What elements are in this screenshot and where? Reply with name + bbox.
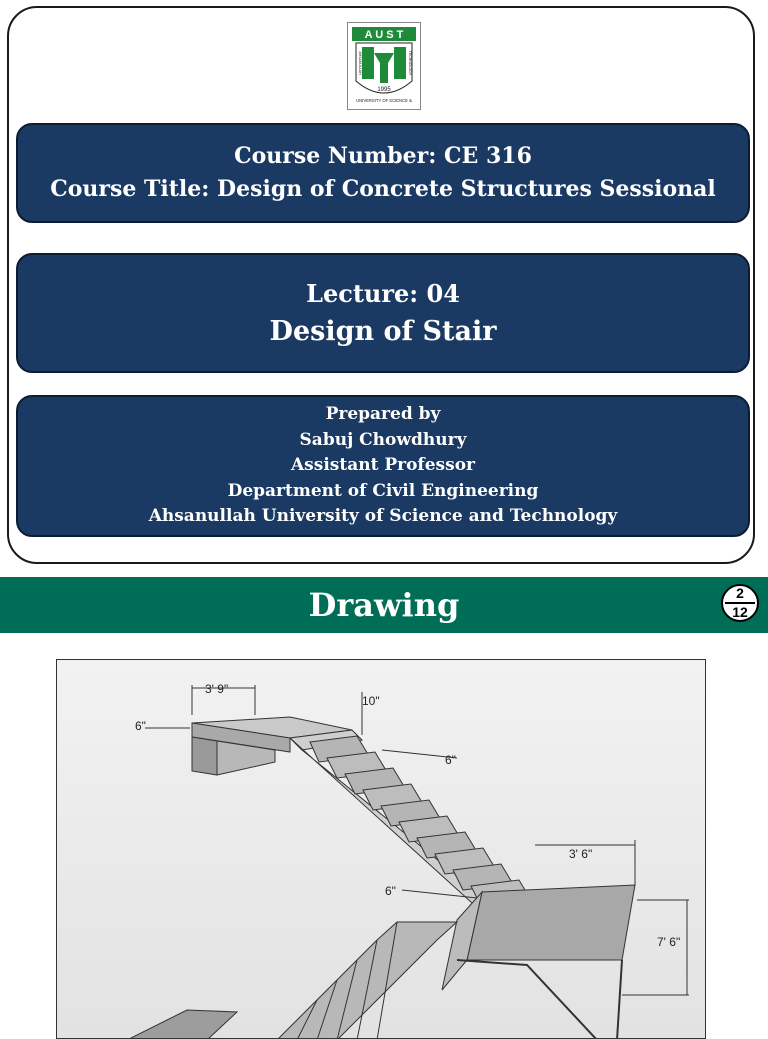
lecture-number: Lecture: 04: [306, 279, 460, 308]
author-name: Sabuj Chowdhury: [299, 429, 467, 450]
stair-illustration: [57, 660, 705, 1039]
page-total: 12: [732, 603, 748, 620]
aust-logo: [347, 22, 421, 110]
page-number-badge: [721, 584, 759, 622]
lecture-title: Design of Stair: [269, 316, 497, 347]
course-info-box: [16, 123, 750, 223]
logo-bottom-text: UNIVERSITY OF SCIENCE &: [356, 98, 412, 103]
page-current: 2: [736, 585, 744, 602]
dim-riser: 6": [445, 753, 456, 767]
slide-title: Drawing: [308, 586, 460, 624]
dim-landing-width: 3' 9": [205, 682, 229, 696]
author-box: [16, 395, 750, 537]
lecture-box: [16, 253, 750, 373]
prepared-by-label: Prepared by: [325, 404, 441, 425]
author-department: Department of Civil Engineering: [227, 480, 539, 501]
slide-title-banner: [0, 577, 768, 633]
aust-logo-emblem: [348, 23, 420, 109]
author-university: Ahsanullah University of Science and Technology: [148, 506, 618, 527]
dim-waist: 6": [385, 884, 396, 898]
stair-drawing: [56, 659, 706, 1039]
dim-landing-width-2: 3' 6": [569, 847, 593, 861]
logo-right-text: TECHNOLOGY: [408, 50, 412, 76]
dim-slab-thickness: 6": [135, 719, 146, 733]
dim-tread: 10": [362, 694, 380, 708]
course-number: Course Number: CE 316: [234, 143, 532, 169]
author-position: Assistant Professor: [290, 455, 475, 476]
logo-left-text: AHSANULLAH: [358, 51, 362, 75]
logo-top-text: A U S T: [364, 29, 404, 41]
logo-year: 1995: [377, 87, 391, 93]
dim-height: 7' 6": [657, 935, 681, 949]
course-title: Course Title: Design of Concrete Structures Sessional: [50, 176, 716, 202]
